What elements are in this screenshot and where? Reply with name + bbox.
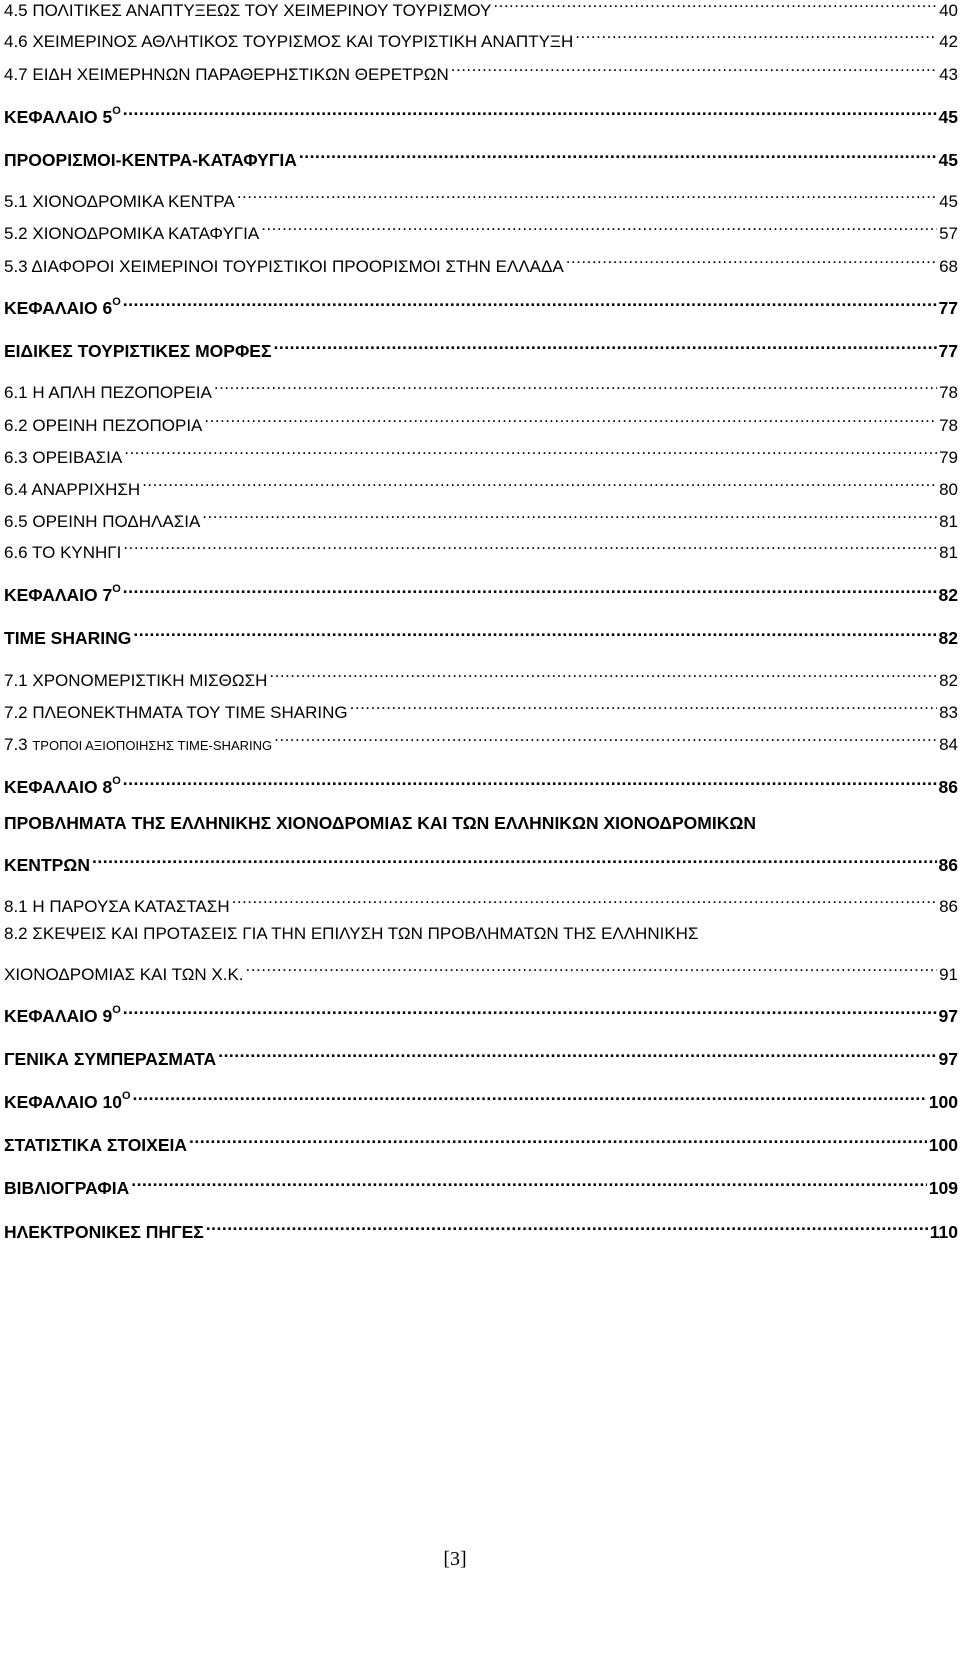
toc-leader-dots — [246, 958, 938, 980]
toc-chapter-title-entry — [4, 1172, 958, 1199]
toc-leader-dots — [123, 771, 937, 793]
toc-entry — [4, 696, 958, 724]
toc-entry-page: 40 — [939, 1, 958, 20]
toc-entry-title: 4.5 ΠΟΛΙΤΙΚΕΣ ΑΝΑΠΤΥΞΕΩΣ ΤΟΥ ΧΕΙΜΕΡΙΝΟΥ ΤΟΥΡΙΣΜΟΥ — [4, 1, 492, 20]
toc-leader-dots — [123, 579, 937, 601]
toc-entry-title: 7.3 ΤΡΟΠΟΙ ΑΞΙΟΠΟΙΗΣΗΣ TIME-SHARING — [4, 735, 273, 754]
toc-entry-title: TIME SHARING — [4, 628, 132, 648]
toc-leader-dots — [451, 58, 937, 80]
toc-entry-title: ΧΙΟΝΟΔΡΟΜΙΑΣ ΚΑΙ ΤΩΝ Χ.Κ. — [4, 965, 244, 984]
toc-entry — [4, 217, 958, 245]
toc-leader-dots — [232, 890, 937, 912]
toc-entry — [4, 664, 958, 692]
toc-entry-page: 86 — [938, 855, 958, 875]
toc-leader-dots — [218, 1043, 936, 1065]
toc-leader-dots — [123, 292, 937, 314]
toc-chapter-entry — [4, 579, 958, 606]
toc-chapter-entry — [4, 771, 958, 798]
toc-entry-title: ΚΕΦΑΛΑΙΟ $9^O$ — [4, 1004, 121, 1026]
toc-entry-title: ΗΛΕΚΤΡΟΝΙΚΕΣ ΠΗΓΕΣ — [4, 1222, 204, 1242]
toc-chapter-title-entry — [4, 1043, 958, 1070]
toc-leader-dots — [269, 664, 937, 686]
toc-entry-page: 80 — [939, 480, 958, 499]
toc-entry-title: 7.2 ΠΛΕΟΝΕΚΤΗΜΑΤΑ ΤΟΥ TIME SHARING — [4, 703, 348, 722]
toc-leader-dots — [237, 185, 937, 207]
toc-entry-page: 100 — [928, 1135, 958, 1155]
toc-leader-dots — [350, 696, 937, 718]
toc-leader-dots — [261, 217, 937, 239]
toc-entry-title: ΚΕΦΑΛΑΙΟ $10^O$ — [4, 1090, 131, 1112]
toc-leader-dots — [133, 1086, 927, 1108]
toc-entry — [4, 441, 958, 469]
toc-chapter-entry — [4, 101, 958, 128]
toc-entry-page: 81 — [939, 512, 958, 531]
toc-entry-page: 78 — [939, 383, 958, 402]
toc-chapter-entry — [4, 1086, 958, 1113]
toc-entry-title: 5.2 ΧΙΟΝΟΔΡΟΜΙΚΑ ΚΑΤΑΦΥΓΙΑ — [4, 224, 260, 243]
toc-entry — [4, 0, 958, 22]
toc-leader-dots — [123, 101, 937, 123]
toc-entry-page: 91 — [939, 965, 958, 984]
toc-entry-title: 5.3 ΔΙΑΦΟΡΟΙ ΧΕΙΜΕΡΙΝΟΙ ΤΟΥΡΙΣΤΙΚΟΙ ΠΡΟΟΡΙΣΜΟΙ ΣΤΗΝ ΕΛΛΑΔΑ — [4, 257, 564, 276]
toc-chapter-title-entry — [4, 335, 958, 362]
toc-entry-page: 97 — [938, 1049, 958, 1069]
toc-entry-title-line1: ΠΡΟΒΛΗΜΑΤΑ ΤΗΣ ΕΛΛΗΝΙΚΗΣ ΧΙΟΝΟΔΡΟΜΙΑΣ ΚΑΙ ΤΩΝ ΕΛΛΗΝΙΚΩΝ ΧΙΟΝΟΔΡΟΜΙΚΩΝ — [4, 813, 757, 833]
toc-entry-title: 6.4 ΑΝΑΡΡΙΧΗΣΗ — [4, 480, 141, 499]
toc-leader-dots — [493, 0, 937, 16]
toc-entry-page: 81 — [939, 543, 958, 562]
toc-chapter-title-entry — [4, 622, 958, 649]
toc-leader-dots — [575, 25, 937, 47]
toc-entry-page: 82 — [938, 585, 958, 605]
toc-entry-title: 6.1 Η ΑΠΛΗ ΠΕΖΟΠΟΡΕΙΑ — [4, 383, 212, 402]
toc-entry-page: 77 — [938, 341, 958, 361]
toc-entry — [4, 409, 958, 437]
toc-leader-dots — [124, 441, 937, 463]
toc-leader-dots — [214, 376, 937, 398]
toc-entry-title: ΚΕΦΑΛΑΙΟ $8^O$ — [4, 775, 121, 797]
toc-leader-dots — [566, 250, 937, 272]
toc-entry-page: 43 — [939, 65, 958, 84]
toc-entry-page: 42 — [939, 32, 958, 51]
toc-entry-title: ΓΕΝΙΚΑ ΣΥΜΠΕΡΑΣΜΑΤΑ — [4, 1049, 217, 1069]
toc-chapter-entry — [4, 1000, 958, 1027]
toc-entry — [4, 25, 958, 53]
toc-entry — [4, 376, 958, 404]
toc-entry-title: ΚΕΦΑΛΑΙΟ $5^O$ — [4, 105, 121, 127]
toc-leader-dots — [206, 1216, 928, 1238]
toc-entry-title-line1: 8.2 ΣΚΕΨΕΙΣ ΚΑΙ ΠΡΟΤΑΣΕΙΣ ΓΙΑ ΤΗΝ ΕΠΙΛΥΣΗ ΤΩΝ ΠΡΟΒΛΗΜΑΤΩΝ ΤΗΣ ΕΛΛΗΝΙΚΗΣ — [4, 924, 699, 943]
page-number: [3] — [443, 1548, 467, 1570]
toc-entry-page: 82 — [938, 628, 958, 648]
toc-leader-dots — [202, 505, 937, 527]
toc-entry-page: 100 — [928, 1092, 958, 1112]
toc-entry — [4, 728, 958, 757]
toc-entry-page: 45 — [938, 107, 958, 127]
toc-entry-page: 77 — [938, 298, 958, 318]
toc-entry-title: ΚΕΝΤΡΩΝ — [4, 855, 90, 875]
toc-entry-title: 6.2 ΟΡΕΙΝΗ ΠΕΖΟΠΟΡΙΑ — [4, 416, 203, 435]
toc-entry-title: ΒΙΒΛΙΟΓΡΑΦΙΑ — [4, 1178, 130, 1198]
toc-entry — [4, 958, 958, 986]
toc-entry-title: ΕΙΔΙΚΕΣ ΤΟΥΡΙΣΤΙΚΕΣ ΜΟΡΦΕΣ — [4, 341, 272, 361]
toc-leader-dots — [92, 849, 937, 871]
toc-entry-page: 45 — [939, 192, 958, 211]
toc-entry-page: 79 — [939, 448, 958, 467]
toc-entry — [4, 890, 958, 918]
toc-leader-dots — [123, 1000, 937, 1022]
toc-entry-title: ΣΤΑΤΙΣΤΙΚΑ ΣΤΟΙΧΕΙΑ — [4, 1135, 188, 1155]
toc-leader-dots — [273, 335, 936, 357]
toc-entry — [4, 536, 958, 564]
toc-entry-page: 82 — [939, 671, 958, 690]
toc-chapter-title-entry — [4, 1129, 958, 1156]
toc-entry-page: 86 — [938, 777, 958, 797]
toc-entry — [4, 505, 958, 533]
toc-leader-dots — [123, 536, 937, 558]
toc-entry-title: 7.1 ΧΡΟΝΟΜΕΡΙΣΤΙΚΗ ΜΙΣΘΩΣΗ — [4, 671, 268, 690]
toc-entry-title: 4.6 ΧΕΙΜΕΡΙΝΟΣ ΑΘΛΗΤΙΚΟΣ ΤΟΥΡΙΣΜΟΣ ΚΑΙ ΤΟΥΡΙΣΤΙΚΗ ΑΝΑΠΤΥΞΗ — [4, 32, 574, 51]
toc-entry-page: 86 — [939, 897, 958, 916]
toc-leader-dots — [131, 1172, 927, 1194]
toc-leader-dots — [274, 728, 937, 750]
toc-entry-title: 4.7 ΕΙΔΗ ΧΕΙΜΕΡΗΝΩΝ ΠΑΡΑΘΕΡΗΣΤΙΚΩΝ ΘΕΡΕΤΡΩΝ — [4, 65, 449, 84]
toc-chapter-title-entry — [4, 144, 958, 171]
toc-entry-page: 97 — [938, 1006, 958, 1026]
toc-entry-page: 109 — [928, 1178, 958, 1198]
toc-entry-page: 68 — [939, 257, 958, 276]
toc-leader-dots — [189, 1129, 927, 1151]
toc-chapter-title-entry — [4, 849, 958, 876]
toc-entry — [4, 58, 958, 86]
toc-entry-page: 45 — [938, 150, 958, 170]
toc-entry-page: 57 — [939, 224, 958, 243]
toc-entry-title: 5.1 ΧΙΟΝΟΔΡΟΜΙΚΑ ΚΕΝΤΡΑ — [4, 192, 235, 211]
toc-entry-title: 6.3 ΟΡΕΙΒΑΣΙΑ — [4, 448, 123, 467]
toc-entry-page: 78 — [939, 416, 958, 435]
toc-leader-dots — [299, 144, 937, 166]
toc-entry-title: 6.5 ΟΡΕΙΝΗ ΠΟΔΗΛΑΣΙΑ — [4, 512, 201, 531]
toc-entry-title: ΚΕΦΑΛΑΙΟ $7^O$ — [4, 583, 121, 605]
toc-chapter-entry — [4, 292, 958, 319]
toc-entry-title: ΚΕΦΑΛΑΙΟ $6^O$ — [4, 296, 121, 318]
toc-entry-page: 84 — [939, 735, 958, 754]
toc-chapter-title-entry — [4, 1216, 958, 1243]
toc-leader-dots — [133, 622, 936, 644]
toc-entry-title: ΠΡΟΟΡΙΣΜΟΙ-ΚΕΝΤΡΑ-ΚΑΤΑΦΥΓΙΑ — [4, 150, 297, 170]
toc-entry — [4, 473, 958, 501]
toc-leader-dots — [142, 473, 937, 495]
toc-entry-page: 110 — [929, 1222, 958, 1242]
toc-entry-page: 83 — [939, 703, 958, 722]
toc-entry — [4, 250, 958, 278]
toc-entry — [4, 185, 958, 213]
toc-leader-dots — [204, 409, 937, 431]
toc-entry-title: 8.1 Η ΠΑΡΟΥΣΑ ΚΑΤΑΣΤΑΣΗ — [4, 897, 230, 916]
toc-entry-title: 6.6 ΤΟ ΚΥΝΗΓΙ — [4, 543, 122, 562]
